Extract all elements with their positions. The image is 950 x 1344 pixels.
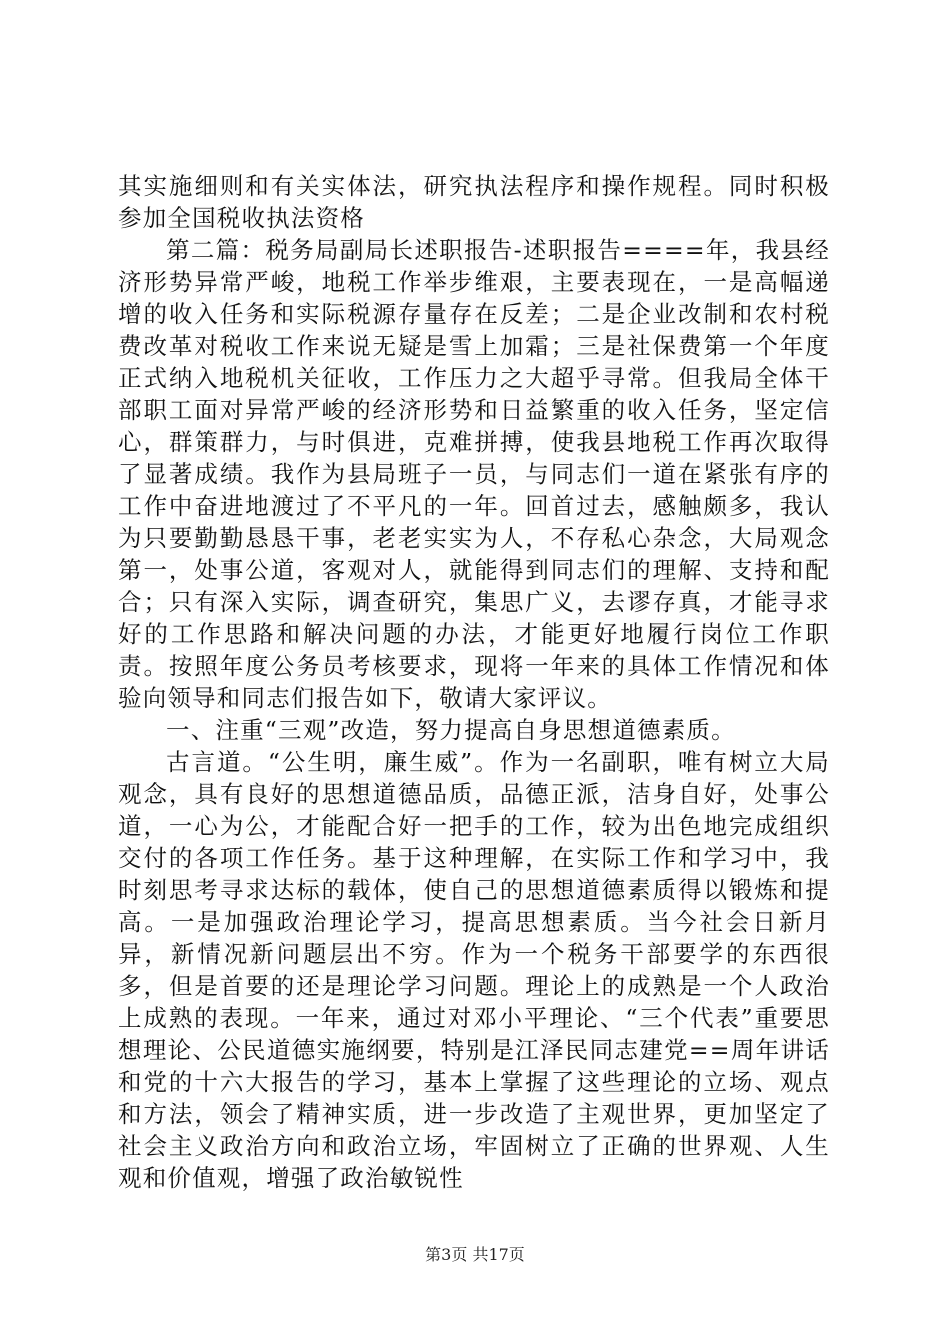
paragraph-report-intro: 第二篇：税务局副局长述职报告-述职报告====年，我县经济形势异常严峻，地税工作举步维艰，主要表现在，一是高幅递增的收入任务和实际税源存量存在反差；二是企业改制和农村税费改革对税收工作来说无疑是雪上加霜；三是社保费第一个年度正式纳入地税机关征收，工作压力之大超乎寻常。但我局全体干部职工面对异常严峻的经济形势和日益繁重的收入任务，坚定信心，群策群力，与时俱进，克难拼搏，使我县地税工作再次取得了显著成绩。我作为县局班子一员，与同志们一道在紧张有序的工作中奋进地渡过了不平凡的一年。回首过去，感触颇多，我认为只要勤勤恳恳干事，老老实实为人，不存私心杂念，大局观念第一，处事公道，客观对人，就能得到同志们的理解、支持和配合；只有深入实际，调查研究，集思广义，去谬存真，才能寻求好的工作思路和解决问题的办法，才能更好地履行岗位工作职责。按照年度公务员考核要求，现将一年来的具体工作情况和体验向领导和同志们报告如下，敬请大家评议。 [118, 236, 830, 712]
page-number-footer: 第3页 共17页 [425, 1245, 525, 1264]
document-body [118, 170, 830, 1194]
paragraph-continuation: 其实施细则和有关实体法，研究执法程序和操作规程。同时积极参加全国税收执法资格 [118, 172, 830, 232]
paragraph-section-one: 古言道。“公生明，廉生威”。作为一名副职，唯有树立大局观念，具有良好的思想道德品质，品德正派，洁身自好，处事公道，一心为公，才能配合好一把手的工作，较为出色地完成组织交付的各项工作任务。基于这种理解，在实际工作和学习中，我时刻思考寻求达标的载体，使自己的思想道德素质得以锻炼和提高。一是加强政治理论学习，提高思想素质。当今社会日新月异，新情况新问题层出不穷。作为一个税务干部要学的东西很多，但是首要的还是理论学习问题。理论上的成熟是一个人政治上成熟的表现。一年来，通过对邓小平理论、“三个代表”重要思想理论、公民道德实施纲要，特别是江泽民同志建党==周年讲话和党的十六大报告的学习，基本上掌握了这些理论的立场、观点和方法，领会了精神实质，进一步改造了主观世界，更加坚定了社会主义政治方向和政治立场，牢固树立了正确的世界观、人生观和价值观，增强了政治敏锐性 [118, 748, 830, 1192]
section-heading-one: 一、注重“三观”改造，努力提高自身思想道德素质。 [166, 716, 736, 744]
